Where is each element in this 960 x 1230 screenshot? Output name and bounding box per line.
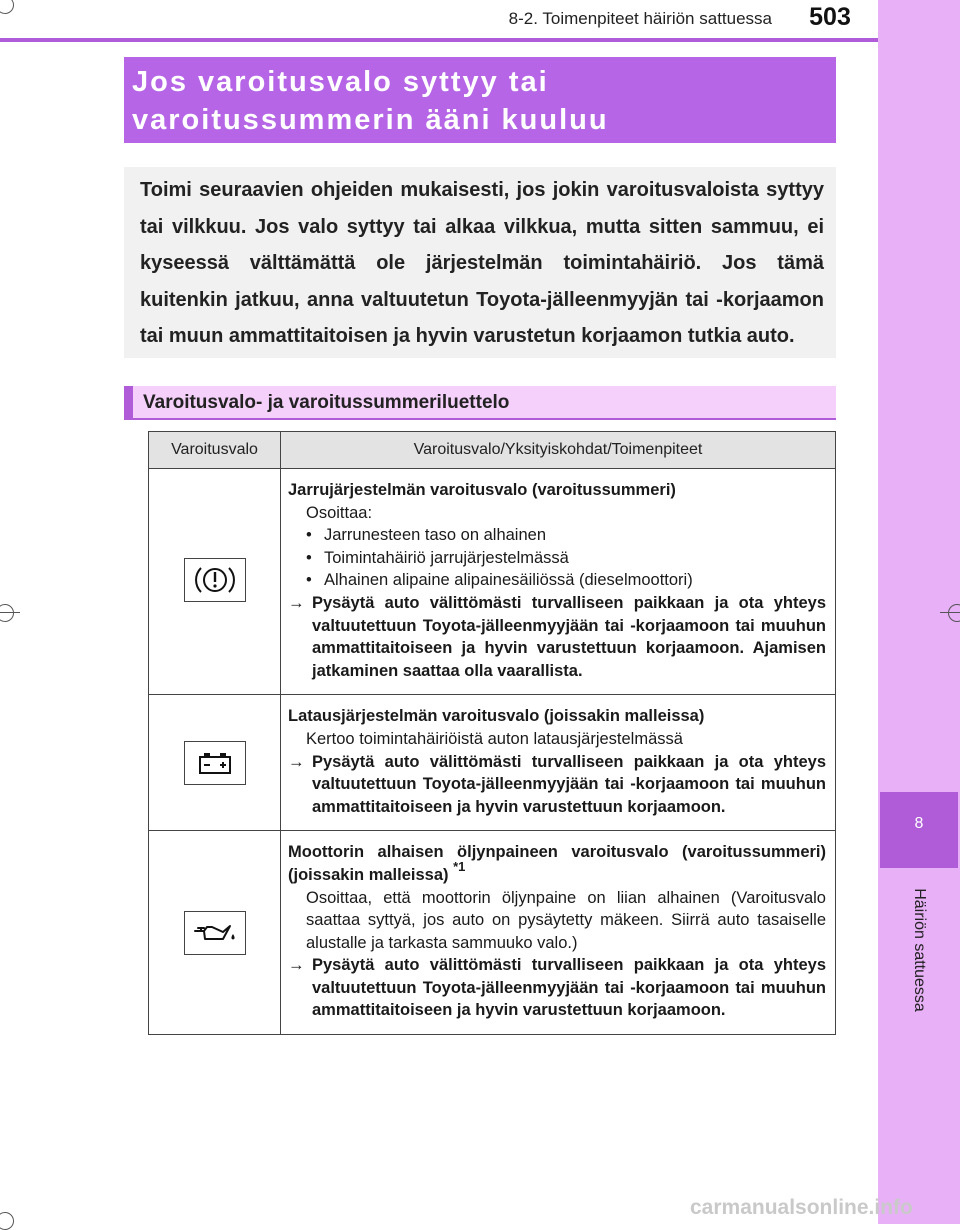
table-row (149, 695, 836, 831)
chapter-number: 8 (914, 815, 924, 832)
bullet-text: Jarrunesteen taso on alhainen (324, 526, 546, 545)
page-title-line-1: Jos varoitusvalo syttyy tai (132, 66, 549, 98)
list-item: • Toimintahäiriö jarrujärjestelmässä (306, 548, 569, 567)
warning-light-table (148, 431, 836, 1035)
action-instruction (288, 592, 826, 682)
list-item: • Jarrunesteen taso on alhainen (306, 526, 546, 545)
action-instruction (288, 751, 826, 819)
arrow-right-icon: → (288, 593, 305, 612)
icon-cell (149, 831, 281, 1035)
bullet-text: Toimintahäiriö jarrujärjestelmässä (324, 548, 569, 567)
item-title (288, 841, 826, 886)
footnote-mark: *1 (453, 859, 466, 875)
item-lead: Osoittaa: (306, 503, 373, 522)
title-banner (124, 57, 836, 143)
item-title: Jarrujärjestelmän varoitusvalo (varoitussummeri) (288, 481, 676, 499)
table-header-row (149, 432, 836, 469)
brake-warning-icon (184, 558, 246, 602)
page-number: 503 (809, 3, 851, 31)
action-text: Pysäytä auto välittömästi turvalliseen paikkaan ja ota yhteys valtuutettuun Toyota-jälleenmyyjään tai -korjaamoon tai muuhun ammattitaitoiseen ja hyvin varustettuun korjaamoon. (312, 956, 826, 1020)
subheader-underline (124, 418, 836, 420)
header-rule (0, 38, 878, 42)
item-lead: Osoittaa, että moottorin öljynpaine on liian alhainen (Varoitusvalo saattaa syttyä, jos auto on pysäytetty mäkeen. Siirrä auto tasaiselle alustalle ja tarkasta sammuuko valo.) (306, 888, 826, 952)
icon-cell (149, 695, 281, 831)
page-title-line-2: varoitussummerin ääni kuuluu (132, 104, 609, 136)
details-cell (281, 831, 836, 1035)
item-title: Latausjärjestelmän varoitusvalo (joissakin malleissa) (288, 707, 705, 726)
oil-pressure-icon (184, 911, 246, 955)
action-instruction (288, 954, 826, 1022)
intro-box (124, 167, 836, 358)
arrow-right-icon: → (288, 752, 305, 771)
details-cell (281, 695, 836, 831)
watermark: carmanualsonline.info (690, 1196, 913, 1219)
subheader-text: Varoitusvalo- ja varoitussummeriluettelo (143, 392, 510, 413)
action-text: Pysäytä auto välittömästi turvalliseen paikkaan ja ota yhteys valtuutettuun Toyota-jälleenmyyjään tai -korjaamoon tai muuhun ammattitaitoiseen ja hyvin varustettuun korjaamoon. (312, 752, 826, 816)
column-header-details: Varoitusvalo/Yksityiskohdat/Toimenpiteet (281, 432, 836, 469)
icon-cell (149, 469, 281, 695)
arrow-right-icon: → (288, 956, 305, 975)
item-lead: Kertoo toimintahäiriöistä auton latausjärjestelmässä (306, 729, 683, 748)
subheader-accent-bar (124, 386, 133, 420)
action-text: Pysäytä auto välittömästi turvalliseen paikkaan ja ota yhteys valtuutettuun Toyota-jälleenmyyjään tai -korjaamoon tai muuhun ammattitaitoiseen ja hyvin varustettuun korjaamoon. Ajamisen jatkaminen saattaa olla vaarallista. (312, 593, 826, 680)
chapter-title: Häiriön sattuessa (911, 888, 928, 1012)
table-row (149, 831, 836, 1035)
table-row (149, 469, 836, 695)
bullet-text: Alhainen alipaine alipainesäiliössä (dieselmoottori) (324, 571, 693, 590)
details-cell (281, 469, 836, 695)
intro-text: Toimi seuraavien ohjeiden mukaisesti, jos jokin varoitusvaloista syttyy tai vilkkuu. Jos valo syttyy tai alkaa vilkkua, mutta sitten sammuu, ei kyseessä välttämättä ole järjestelmän toimintahäiriö. Jos tämä kuitenkin jatkuu, anna valtuutetun Toyota-jälleenmyyjän tai -korjaamon tai muun ammattitaitoisen ja hyvin varustetun korjaamon tutkia auto. (140, 179, 824, 347)
page-title (132, 63, 822, 139)
battery-charge-icon (184, 741, 246, 785)
section-label: 8-2. Toimenpiteet häiriön sattuessa (508, 9, 772, 28)
list-item: • Alhainen alipaine alipainesäiliössä (dieselmoottori) (306, 571, 693, 590)
column-header-icon: Varoitusvalo (149, 432, 281, 469)
item-title-text: Moottorin alhaisen öljynpaineen varoitusvalo (varoitussummeri) (joissakin malleissa) (288, 843, 826, 884)
